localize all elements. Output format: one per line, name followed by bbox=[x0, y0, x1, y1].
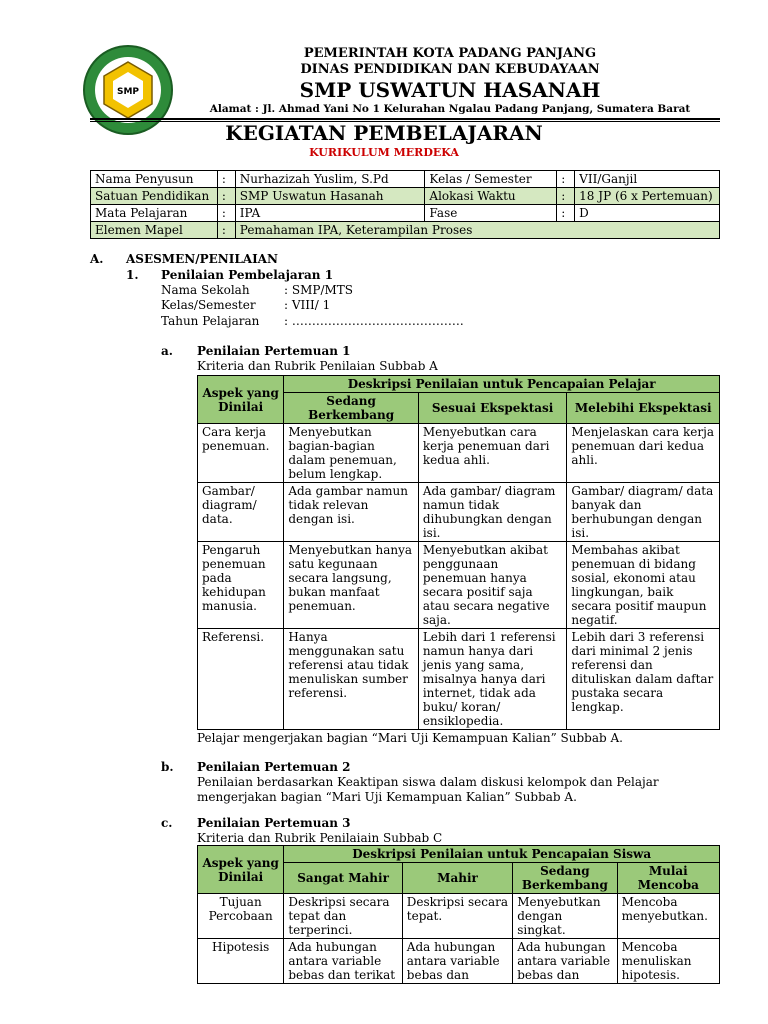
header-government: PEMERINTAH KOTA PADANG PANJANG bbox=[303, 46, 597, 61]
header-address: Alamat : Jl. Ahmad Yani No 1 Kelurahan Ngalau Padang Panjang, Sumatera Barat bbox=[209, 103, 691, 115]
rubric-cell: Ada hubungan antara variable bebas dan terikat bbox=[284, 939, 402, 984]
rubric-header-col: Melebihi Ekspektasi bbox=[567, 393, 720, 424]
table-row bbox=[198, 542, 720, 629]
rubric-header-col: Mulai Mencoba bbox=[617, 863, 719, 894]
sub-title: Penilaian Pertemuan 3 bbox=[197, 816, 351, 830]
table-row bbox=[198, 939, 720, 984]
header-department: DINAS PENDIDIKAN DAN KEBUDAYAAN bbox=[300, 62, 600, 77]
info-value: Pemahaman IPA, Keterampilan Proses bbox=[235, 222, 719, 239]
rubric-cell: Referensi. bbox=[198, 629, 284, 730]
rubric-header-col: Sangat Mahir bbox=[284, 863, 402, 894]
school-info-label: Nama Sekolah bbox=[161, 283, 250, 297]
rubric-caption: Kriteria dan Rubrik Penilaiain Subbab C bbox=[197, 831, 443, 845]
rubric-cell: Lebih dari 1 referensi namun hanya dari jenis yang sama, misalnya hanya dari internet, tidak ada buku/ koran/ ensiklopedia. bbox=[418, 629, 567, 730]
info-label: Mata Pelajaran bbox=[91, 205, 218, 222]
rubric-header-aspect: Aspek yang Dinilai bbox=[198, 846, 284, 894]
info-label: Satuan Pendidikan bbox=[91, 188, 218, 205]
rubric-header-group: Deskripsi Penilaian untuk Pencapaian Pelajar bbox=[284, 376, 720, 393]
info-sep: : bbox=[217, 171, 235, 188]
rubric-cell: Deskripsi secara tepat. bbox=[402, 894, 512, 939]
info-label: Elemen Mapel bbox=[91, 222, 218, 239]
section-title: ASESMEN/PENILAIAN bbox=[126, 252, 278, 266]
rubric-cell: Menyebutkan bagian-bagian dalam penemuan, belum lengkap. bbox=[284, 424, 419, 483]
rubric-table-1 bbox=[197, 375, 720, 730]
document-subtitle: KURIKULUM MERDEKA bbox=[309, 146, 459, 159]
item-number: 1. bbox=[126, 268, 139, 282]
rubric-cell: Mencoba menyebutkan. bbox=[617, 894, 719, 939]
rubric-caption: Kriteria dan Rubrik Penilaian Subbab A bbox=[197, 359, 438, 373]
rubric-header-col: Mahir bbox=[402, 863, 512, 894]
sub-number: a. bbox=[161, 344, 173, 358]
header-school-name: SMP USWATUN HASANAH bbox=[299, 78, 601, 102]
info-sep: : bbox=[217, 188, 235, 205]
rubric-header-col: Sedang Berkembang bbox=[513, 863, 617, 894]
rubric-cell: Mencoba menuliskan hipotesis. bbox=[617, 939, 719, 984]
rubric-cell: Ada hubungan antara variable bebas dan bbox=[513, 939, 617, 984]
school-info-value: : SMP/MTS bbox=[284, 283, 353, 297]
info-label: Kelas / Semester bbox=[425, 171, 557, 188]
table-row bbox=[198, 629, 720, 730]
info-label: Fase bbox=[425, 205, 557, 222]
rubric-header-group: Deskripsi Penilaian untuk Pencapaian Siswa bbox=[284, 846, 720, 863]
rubric-cell: Ada gambar/ diagram namun tidak dihubungkan dengan isi. bbox=[418, 483, 567, 542]
info-row bbox=[91, 188, 720, 205]
school-info-value: : VIII/ 1 bbox=[284, 298, 331, 312]
rubric-cell: Ada hubungan antara variable bebas dan bbox=[402, 939, 512, 984]
info-label: Alokasi Waktu bbox=[425, 188, 557, 205]
item-title: Penilaian Pembelajaran 1 bbox=[161, 268, 334, 282]
info-value: 18 JP (6 x Pertemuan) bbox=[575, 188, 720, 205]
info-value: VII/Ganjil bbox=[575, 171, 720, 188]
rubric-cell: Membahas akibat penemuan di bidang sosial, ekonomi atau lingkungan, baik secara positif maupun negatif. bbox=[567, 542, 720, 629]
info-sep: : bbox=[217, 222, 235, 239]
rubric-cell: Deskripsi secara tepat dan terperinci. bbox=[284, 894, 402, 939]
header-rule bbox=[90, 118, 720, 120]
info-sep: : bbox=[557, 188, 575, 205]
rubric-cell: Menyebutkan cara kerja penemuan dari kedua ahli. bbox=[418, 424, 567, 483]
school-info-value: : ……………………………………. bbox=[284, 314, 464, 328]
table-row bbox=[198, 894, 720, 939]
table-row bbox=[198, 483, 720, 542]
info-sep: : bbox=[217, 205, 235, 222]
info-row bbox=[91, 205, 720, 222]
rubric-header-aspect: Aspek yang Dinilai bbox=[198, 376, 284, 424]
sub-title: Penilaian Pertemuan 2 bbox=[197, 760, 351, 774]
table-row bbox=[198, 424, 720, 483]
info-row bbox=[91, 171, 720, 188]
rubric-cell: Hipotesis bbox=[198, 939, 284, 984]
rubric-cell: Menjelaskan cara kerja penemuan dari kedua ahli. bbox=[567, 424, 720, 483]
paragraph-line: mengerjakan bagian “Mari Uji Kemampuan Kalian” Subbab A. bbox=[197, 790, 577, 804]
note-text: Pelajar mengerjakan bagian “Mari Uji Kemampuan Kalian” Subbab A. bbox=[197, 731, 623, 745]
rubric-cell: Cara kerja penemuan. bbox=[198, 424, 284, 483]
rubric-cell: Menyebutkan hanya satu kegunaan secara langsung, bukan manfaat penemuan. bbox=[284, 542, 419, 629]
rubric-header-col: Sesuai Ekspektasi bbox=[418, 393, 567, 424]
rubric-cell: Hanya menggunakan satu referensi atau tidak menuliskan sumber referensi. bbox=[284, 629, 419, 730]
document-title: KEGIATAN PEMBELAJARAN bbox=[225, 121, 543, 145]
sub-number: c. bbox=[161, 816, 173, 830]
sub-title: Penilaian Pertemuan 1 bbox=[197, 344, 351, 358]
rubric-cell: Pengaruh penemuan pada kehidupan manusia. bbox=[198, 542, 284, 629]
info-label: Nama Penyusun bbox=[91, 171, 218, 188]
logo-text: SMP bbox=[116, 87, 140, 97]
info-value: IPA bbox=[235, 205, 425, 222]
rubric-cell: Menyebutkan dengan singkat. bbox=[513, 894, 617, 939]
school-info-label: Kelas/Semester bbox=[161, 298, 256, 312]
info-value: Nurhazizah Yuslim, S.Pd bbox=[235, 171, 425, 188]
school-info-label: Tahun Pelajaran bbox=[161, 314, 260, 328]
rubric-header-col: Sedang Berkembang bbox=[284, 393, 419, 424]
rubric-cell: Gambar/ diagram/ data. bbox=[198, 483, 284, 542]
rubric-table-2 bbox=[197, 845, 720, 984]
info-sep: : bbox=[557, 171, 575, 188]
info-value: SMP Uswatun Hasanah bbox=[235, 188, 425, 205]
rubric-cell: Lebih dari 3 referensi dari minimal 2 jenis referensi dan dituliskan dalam daftar pustaka secara lengkap. bbox=[567, 629, 720, 730]
rubric-cell: Tujuan Percobaan bbox=[198, 894, 284, 939]
info-row bbox=[91, 222, 720, 239]
info-value: D bbox=[575, 205, 720, 222]
rubric-cell: Gambar/ diagram/ data banyak dan berhubungan dengan isi. bbox=[567, 483, 720, 542]
rubric-cell: Ada gambar namun tidak relevan dengan isi. bbox=[284, 483, 419, 542]
info-table bbox=[90, 170, 720, 239]
paragraph-line: Penilaian berdasarkan Keaktipan siswa dalam diskusi kelompok dan Pelajar bbox=[197, 775, 659, 789]
section-number: A. bbox=[90, 252, 104, 266]
sub-number: b. bbox=[161, 760, 174, 774]
rubric-cell: Menyebutkan akibat penggunaan penemuan hanya secara positif saja atau secara negative saja. bbox=[418, 542, 567, 629]
info-sep: : bbox=[557, 205, 575, 222]
